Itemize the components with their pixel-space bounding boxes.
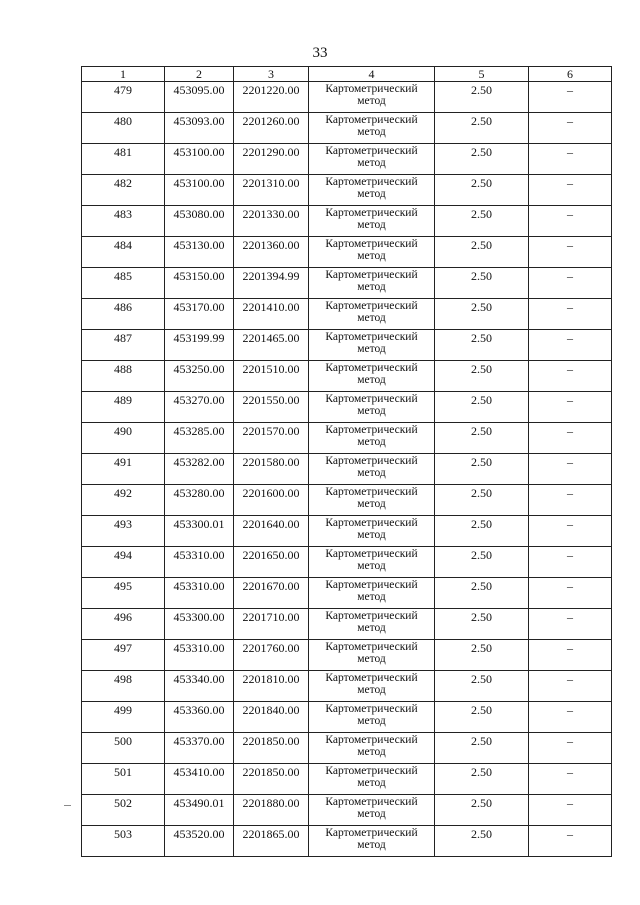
description-cell: – — [529, 175, 612, 206]
x-coordinate-cell: 453150.00 — [165, 268, 234, 299]
method-line-2: метод — [357, 219, 386, 231]
point-number-cell: 502 — [82, 795, 165, 826]
method-line-1: Картометрический — [325, 207, 418, 219]
description-cell: – — [529, 609, 612, 640]
method-line-2: метод — [357, 126, 386, 138]
table-row — [82, 609, 612, 640]
x-coordinate-cell: 453093.00 — [165, 113, 234, 144]
method-line-2: метод — [357, 839, 386, 851]
method-cell — [309, 82, 435, 113]
column-header: 4 — [309, 67, 435, 82]
accuracy-cell: 2.50 — [435, 423, 529, 454]
accuracy-cell: 2.50 — [435, 702, 529, 733]
accuracy-cell: 2.50 — [435, 361, 529, 392]
y-coordinate-cell: 2201840.00 — [234, 702, 309, 733]
page-number: 33 — [312, 45, 328, 61]
method-line-2: метод — [357, 591, 386, 603]
y-coordinate-cell: 2201310.00 — [234, 175, 309, 206]
method-cell — [309, 516, 435, 547]
method-line-1: Картометрический — [325, 331, 418, 343]
method-cell — [309, 547, 435, 578]
method-line-2: метод — [357, 405, 386, 417]
method-cell — [309, 702, 435, 733]
method-cell — [309, 113, 435, 144]
method-line-2: метод — [357, 808, 386, 820]
y-coordinate-cell: 2201670.00 — [234, 578, 309, 609]
point-number-cell: 487 — [82, 330, 165, 361]
accuracy-cell: 2.50 — [435, 237, 529, 268]
point-number-cell: 494 — [82, 547, 165, 578]
x-coordinate-cell: 453310.00 — [165, 640, 234, 671]
accuracy-cell: 2.50 — [435, 206, 529, 237]
table-row — [82, 826, 612, 857]
x-coordinate-cell: 453095.00 — [165, 82, 234, 113]
description-cell: – — [529, 361, 612, 392]
description-cell: – — [529, 485, 612, 516]
x-coordinate-cell: 453250.00 — [165, 361, 234, 392]
y-coordinate-cell: 2201580.00 — [234, 454, 309, 485]
method-line-2: метод — [357, 312, 386, 324]
method-line-2: метод — [357, 560, 386, 572]
table-row — [82, 82, 612, 113]
method-line-1: Картометрический — [325, 269, 418, 281]
point-number-cell: 498 — [82, 671, 165, 702]
description-cell: – — [529, 237, 612, 268]
method-line-1: Картометрический — [325, 827, 418, 839]
method-line-1: Картометрический — [325, 300, 418, 312]
method-line-1: Картометрический — [325, 114, 418, 126]
table-row — [82, 392, 612, 423]
method-line-1: Картометрический — [325, 765, 418, 777]
table-row — [82, 702, 612, 733]
point-number-cell: 479 — [82, 82, 165, 113]
method-cell — [309, 733, 435, 764]
method-line-1: Картометрический — [325, 548, 418, 560]
method-line-1: Картометрический — [325, 734, 418, 746]
point-number-cell: 483 — [82, 206, 165, 237]
table-row — [82, 640, 612, 671]
point-number-cell: 489 — [82, 392, 165, 423]
x-coordinate-cell: 453300.01 — [165, 516, 234, 547]
description-cell: – — [529, 113, 612, 144]
method-line-2: метод — [357, 746, 386, 758]
method-cell — [309, 361, 435, 392]
column-header: 2 — [165, 67, 234, 82]
accuracy-cell: 2.50 — [435, 609, 529, 640]
point-number-cell: 481 — [82, 144, 165, 175]
method-line-2: метод — [357, 622, 386, 634]
method-line-1: Картометрический — [325, 703, 418, 715]
table-row — [82, 361, 612, 392]
point-number-cell: 493 — [82, 516, 165, 547]
method-line-2: метод — [357, 188, 386, 200]
y-coordinate-cell: 2201510.00 — [234, 361, 309, 392]
method-cell — [309, 330, 435, 361]
method-line-1: Картометрический — [325, 486, 418, 498]
y-coordinate-cell: 2201394.99 — [234, 268, 309, 299]
method-cell — [309, 237, 435, 268]
description-cell: – — [529, 330, 612, 361]
point-number-cell: 495 — [82, 578, 165, 609]
point-number-cell: 490 — [82, 423, 165, 454]
column-header: 3 — [234, 67, 309, 82]
point-number-cell: 480 — [82, 113, 165, 144]
method-line-2: метод — [357, 374, 386, 386]
y-coordinate-cell: 2201290.00 — [234, 144, 309, 175]
point-number-cell: 491 — [82, 454, 165, 485]
method-line-1: Картометрический — [325, 641, 418, 653]
method-cell — [309, 764, 435, 795]
table-row — [82, 733, 612, 764]
y-coordinate-cell: 2201850.00 — [234, 764, 309, 795]
x-coordinate-cell: 453310.00 — [165, 547, 234, 578]
y-coordinate-cell: 2201650.00 — [234, 547, 309, 578]
point-number-cell: 503 — [82, 826, 165, 857]
x-coordinate-cell: 453410.00 — [165, 764, 234, 795]
method-line-2: метод — [357, 715, 386, 727]
method-line-2: метод — [357, 95, 386, 107]
accuracy-cell: 2.50 — [435, 516, 529, 547]
table-row — [82, 671, 612, 702]
description-cell: – — [529, 671, 612, 702]
point-number-cell: 496 — [82, 609, 165, 640]
method-line-2: метод — [357, 343, 386, 355]
method-line-2: метод — [357, 498, 386, 510]
header-row — [82, 67, 612, 82]
table-row — [82, 764, 612, 795]
y-coordinate-cell: 2201465.00 — [234, 330, 309, 361]
method-line-1: Картометрический — [325, 579, 418, 591]
description-cell: – — [529, 299, 612, 330]
description-cell: – — [529, 454, 612, 485]
accuracy-cell: 2.50 — [435, 640, 529, 671]
accuracy-cell: 2.50 — [435, 485, 529, 516]
description-cell: – — [529, 392, 612, 423]
method-line-1: Картометрический — [325, 83, 418, 95]
method-cell — [309, 299, 435, 330]
method-line-1: Картометрический — [325, 672, 418, 684]
method-line-2: метод — [357, 281, 386, 293]
accuracy-cell: 2.50 — [435, 82, 529, 113]
x-coordinate-cell: 453270.00 — [165, 392, 234, 423]
x-coordinate-cell: 453130.00 — [165, 237, 234, 268]
y-coordinate-cell: 2201600.00 — [234, 485, 309, 516]
y-coordinate-cell: 2201550.00 — [234, 392, 309, 423]
y-coordinate-cell: 2201865.00 — [234, 826, 309, 857]
description-cell: – — [529, 733, 612, 764]
table-row — [82, 795, 612, 826]
y-coordinate-cell: 2201260.00 — [234, 113, 309, 144]
table-row — [82, 485, 612, 516]
point-number-cell: 499 — [82, 702, 165, 733]
point-number-cell: 501 — [82, 764, 165, 795]
point-number-cell: 492 — [82, 485, 165, 516]
accuracy-cell: 2.50 — [435, 175, 529, 206]
x-coordinate-cell: 453300.00 — [165, 609, 234, 640]
description-cell: – — [529, 516, 612, 547]
method-line-1: Картометрический — [325, 362, 418, 374]
method-line-1: Картометрический — [325, 610, 418, 622]
description-cell: – — [529, 640, 612, 671]
method-cell — [309, 175, 435, 206]
description-cell: – — [529, 82, 612, 113]
y-coordinate-cell: 2201570.00 — [234, 423, 309, 454]
method-cell — [309, 206, 435, 237]
accuracy-cell: 2.50 — [435, 578, 529, 609]
method-cell — [309, 392, 435, 423]
x-coordinate-cell: 453490.01 — [165, 795, 234, 826]
x-coordinate-cell: 453282.00 — [165, 454, 234, 485]
method-cell — [309, 485, 435, 516]
column-header: 6 — [529, 67, 612, 82]
method-line-1: Картометрический — [325, 455, 418, 467]
description-cell: – — [529, 547, 612, 578]
table-row — [82, 330, 612, 361]
x-coordinate-cell: 453285.00 — [165, 423, 234, 454]
accuracy-cell: 2.50 — [435, 795, 529, 826]
method-line-2: метод — [357, 467, 386, 479]
method-cell — [309, 671, 435, 702]
method-cell — [309, 578, 435, 609]
x-coordinate-cell: 453280.00 — [165, 485, 234, 516]
accuracy-cell: 2.50 — [435, 392, 529, 423]
accuracy-cell: 2.50 — [435, 299, 529, 330]
method-line-2: метод — [357, 250, 386, 262]
method-line-2: метод — [357, 529, 386, 541]
y-coordinate-cell: 2201220.00 — [234, 82, 309, 113]
description-cell: – — [529, 268, 612, 299]
accuracy-cell: 2.50 — [435, 330, 529, 361]
accuracy-cell: 2.50 — [435, 547, 529, 578]
table-row — [82, 299, 612, 330]
x-coordinate-cell: 453310.00 — [165, 578, 234, 609]
point-number-cell: 500 — [82, 733, 165, 764]
accuracy-cell: 2.50 — [435, 144, 529, 175]
description-cell: – — [529, 578, 612, 609]
x-coordinate-cell: 453100.00 — [165, 175, 234, 206]
column-header: 1 — [82, 67, 165, 82]
description-cell: – — [529, 702, 612, 733]
table-row — [82, 175, 612, 206]
coordinates-table — [81, 66, 612, 857]
method-cell — [309, 268, 435, 299]
table-row — [82, 516, 612, 547]
y-coordinate-cell: 2201330.00 — [234, 206, 309, 237]
method-line-2: метод — [357, 777, 386, 789]
point-number-cell: 484 — [82, 237, 165, 268]
y-coordinate-cell: 2201810.00 — [234, 671, 309, 702]
accuracy-cell: 2.50 — [435, 454, 529, 485]
description-cell: – — [529, 423, 612, 454]
x-coordinate-cell: 453199.99 — [165, 330, 234, 361]
method-cell — [309, 826, 435, 857]
method-cell — [309, 640, 435, 671]
method-cell — [309, 454, 435, 485]
accuracy-cell: 2.50 — [435, 733, 529, 764]
x-coordinate-cell: 453520.00 — [165, 826, 234, 857]
table-row — [82, 547, 612, 578]
accuracy-cell: 2.50 — [435, 671, 529, 702]
y-coordinate-cell: 2201710.00 — [234, 609, 309, 640]
description-cell: – — [529, 144, 612, 175]
point-number-cell: 482 — [82, 175, 165, 206]
method-cell — [309, 423, 435, 454]
accuracy-cell: 2.50 — [435, 764, 529, 795]
x-coordinate-cell: 453360.00 — [165, 702, 234, 733]
method-line-1: Картометрический — [325, 393, 418, 405]
x-coordinate-cell: 453080.00 — [165, 206, 234, 237]
point-number-cell: 486 — [82, 299, 165, 330]
method-line-1: Картометрический — [325, 238, 418, 250]
table-row — [82, 454, 612, 485]
description-cell: – — [529, 826, 612, 857]
method-line-2: метод — [357, 157, 386, 169]
method-line-1: Картометрический — [325, 145, 418, 157]
method-cell — [309, 795, 435, 826]
table-header — [82, 67, 612, 82]
description-cell: – — [529, 206, 612, 237]
method-line-1: Картометрический — [325, 796, 418, 808]
point-number-cell: 497 — [82, 640, 165, 671]
description-cell: – — [529, 795, 612, 826]
accuracy-cell: 2.50 — [435, 268, 529, 299]
y-coordinate-cell: 2201850.00 — [234, 733, 309, 764]
method-line-2: метод — [357, 653, 386, 665]
table-row — [82, 237, 612, 268]
method-cell — [309, 144, 435, 175]
y-coordinate-cell: 2201880.00 — [234, 795, 309, 826]
point-number-cell: 488 — [82, 361, 165, 392]
table-body — [82, 82, 612, 857]
column-header: 5 — [435, 67, 529, 82]
y-coordinate-cell: 2201760.00 — [234, 640, 309, 671]
x-coordinate-cell: 453100.00 — [165, 144, 234, 175]
y-coordinate-cell: 2201410.00 — [234, 299, 309, 330]
accuracy-cell: 2.50 — [435, 826, 529, 857]
y-coordinate-cell: 2201640.00 — [234, 516, 309, 547]
table-row — [82, 423, 612, 454]
method-line-1: Картометрический — [325, 424, 418, 436]
table-row — [82, 113, 612, 144]
point-number-cell: 485 — [82, 268, 165, 299]
method-cell — [309, 609, 435, 640]
table-row — [82, 144, 612, 175]
method-line-2: метод — [357, 436, 386, 448]
method-line-2: метод — [357, 684, 386, 696]
margin-mark — [64, 805, 71, 806]
method-line-1: Картометрический — [325, 176, 418, 188]
method-line-1: Картометрический — [325, 517, 418, 529]
y-coordinate-cell: 2201360.00 — [234, 237, 309, 268]
table-row — [82, 578, 612, 609]
x-coordinate-cell: 453340.00 — [165, 671, 234, 702]
description-cell: – — [529, 764, 612, 795]
table-row — [82, 268, 612, 299]
x-coordinate-cell: 453170.00 — [165, 299, 234, 330]
table-row — [82, 206, 612, 237]
accuracy-cell: 2.50 — [435, 113, 529, 144]
x-coordinate-cell: 453370.00 — [165, 733, 234, 764]
